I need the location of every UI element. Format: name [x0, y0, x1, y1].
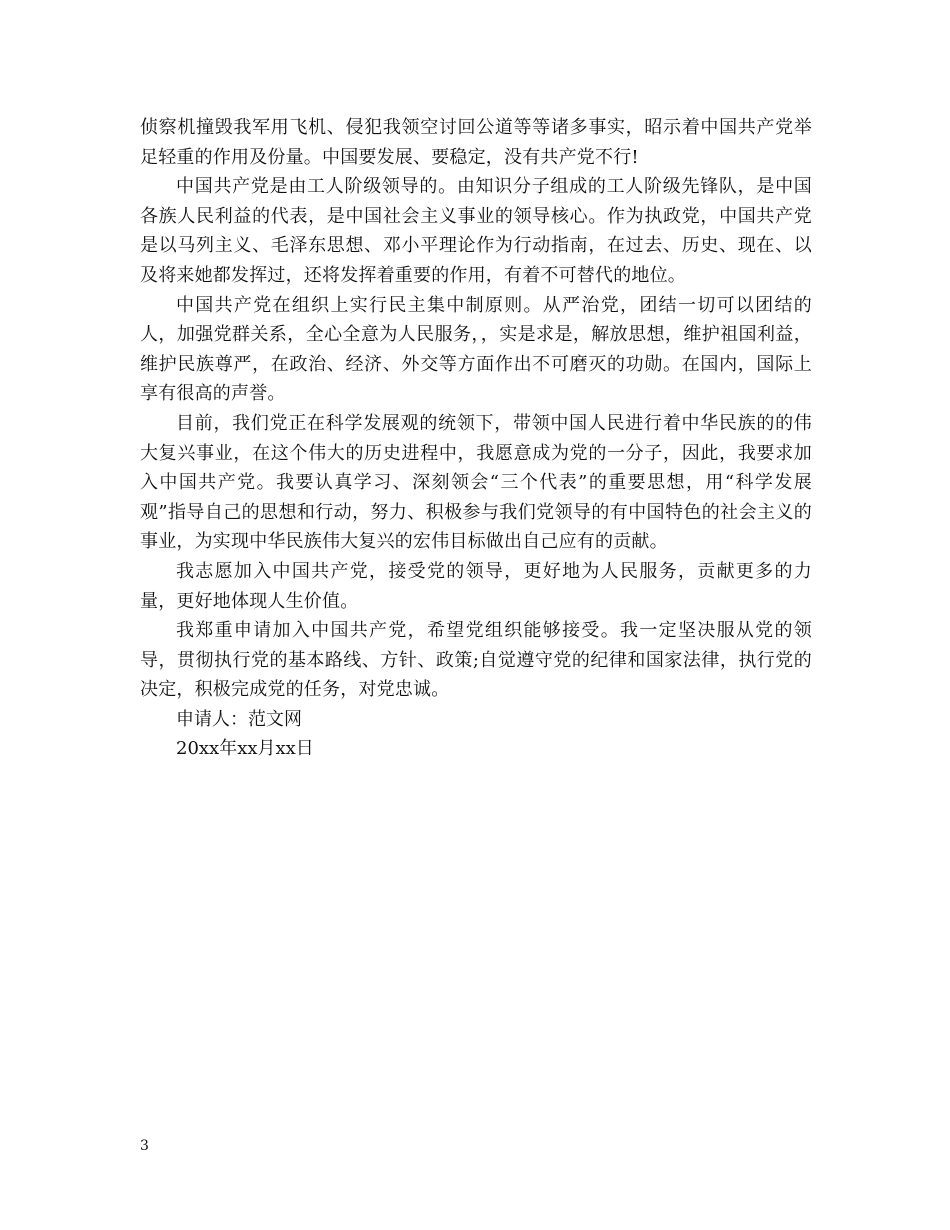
paragraph-continuation: 侦察机撞毁我军用飞机、侵犯我领空讨回公道等等诸多事实，昭示着中国共产党举足轻重的作用及份量。中国要发展、要稳定，没有共产党不行! — [140, 117, 812, 168]
page-number: 3 — [140, 1138, 149, 1154]
document-body — [140, 113, 812, 764]
paragraph-democratic-centralism: 中国共产党在组织上实行民主集中制原则。从严治党，团结一切可以团结的人，加强党群关系，全心全意为人民服务，，实是求是，解放思想，维护祖国利益，维护民族尊严，在政治、经济、外交等方面作出不可磨灭的功勋。在国内，国际上享有很高的声誉。 — [140, 294, 812, 405]
signature-line: 申请人：范文网 — [176, 708, 302, 730]
paragraph-party-leadership: 中国共产党是由工人阶级领导的。由知识分子组成的工人阶级先锋队，是中国各族人民利益的代表，是中国社会主义事业的领导核心。作为执政党，中国共产党是以马列主义、毛泽东思想、邓小平理论作为行动指南，在过去、历史、现在、以及将来她都发挥过，还将发挥着重要的作用，有着不可替代的地位。 — [140, 176, 812, 286]
paragraph-scientific-development: 目前，我们党正在科学发展观的统领下，带领中国人民进行着中华民族的的伟大复兴事业，在这个伟大的历史进程中，我愿意成为党的一分子，因此，我要求加入中国共产党。我要认真学习、深刻领会“三个代表”的重要思想，用“科学发展观”指导自己的思想和行动，努力、积极参与我们党领导的有中国特色的社会主义的事业，为实现中华民族伟大复兴的宏伟目标做出自己应有的贡献。 — [140, 412, 812, 553]
date-line: 20xx年xx月xx日 — [176, 738, 314, 760]
paragraph-volunteer: 我志愿加入中国共产党，接受党的领导，更好地为人民服务，贡献更多的力量，更好地体现人生价值。 — [140, 560, 812, 612]
paragraph-application: 我郑重申请加入中国共产党，希望党组织能够接受。我一定坚决服从党的领导，贯彻执行党的基本路线、方针、政策;自觉遵守党的纪律和国家法律，执行党的决定，积极完成党的任务，对党忠诚。 — [140, 620, 812, 701]
